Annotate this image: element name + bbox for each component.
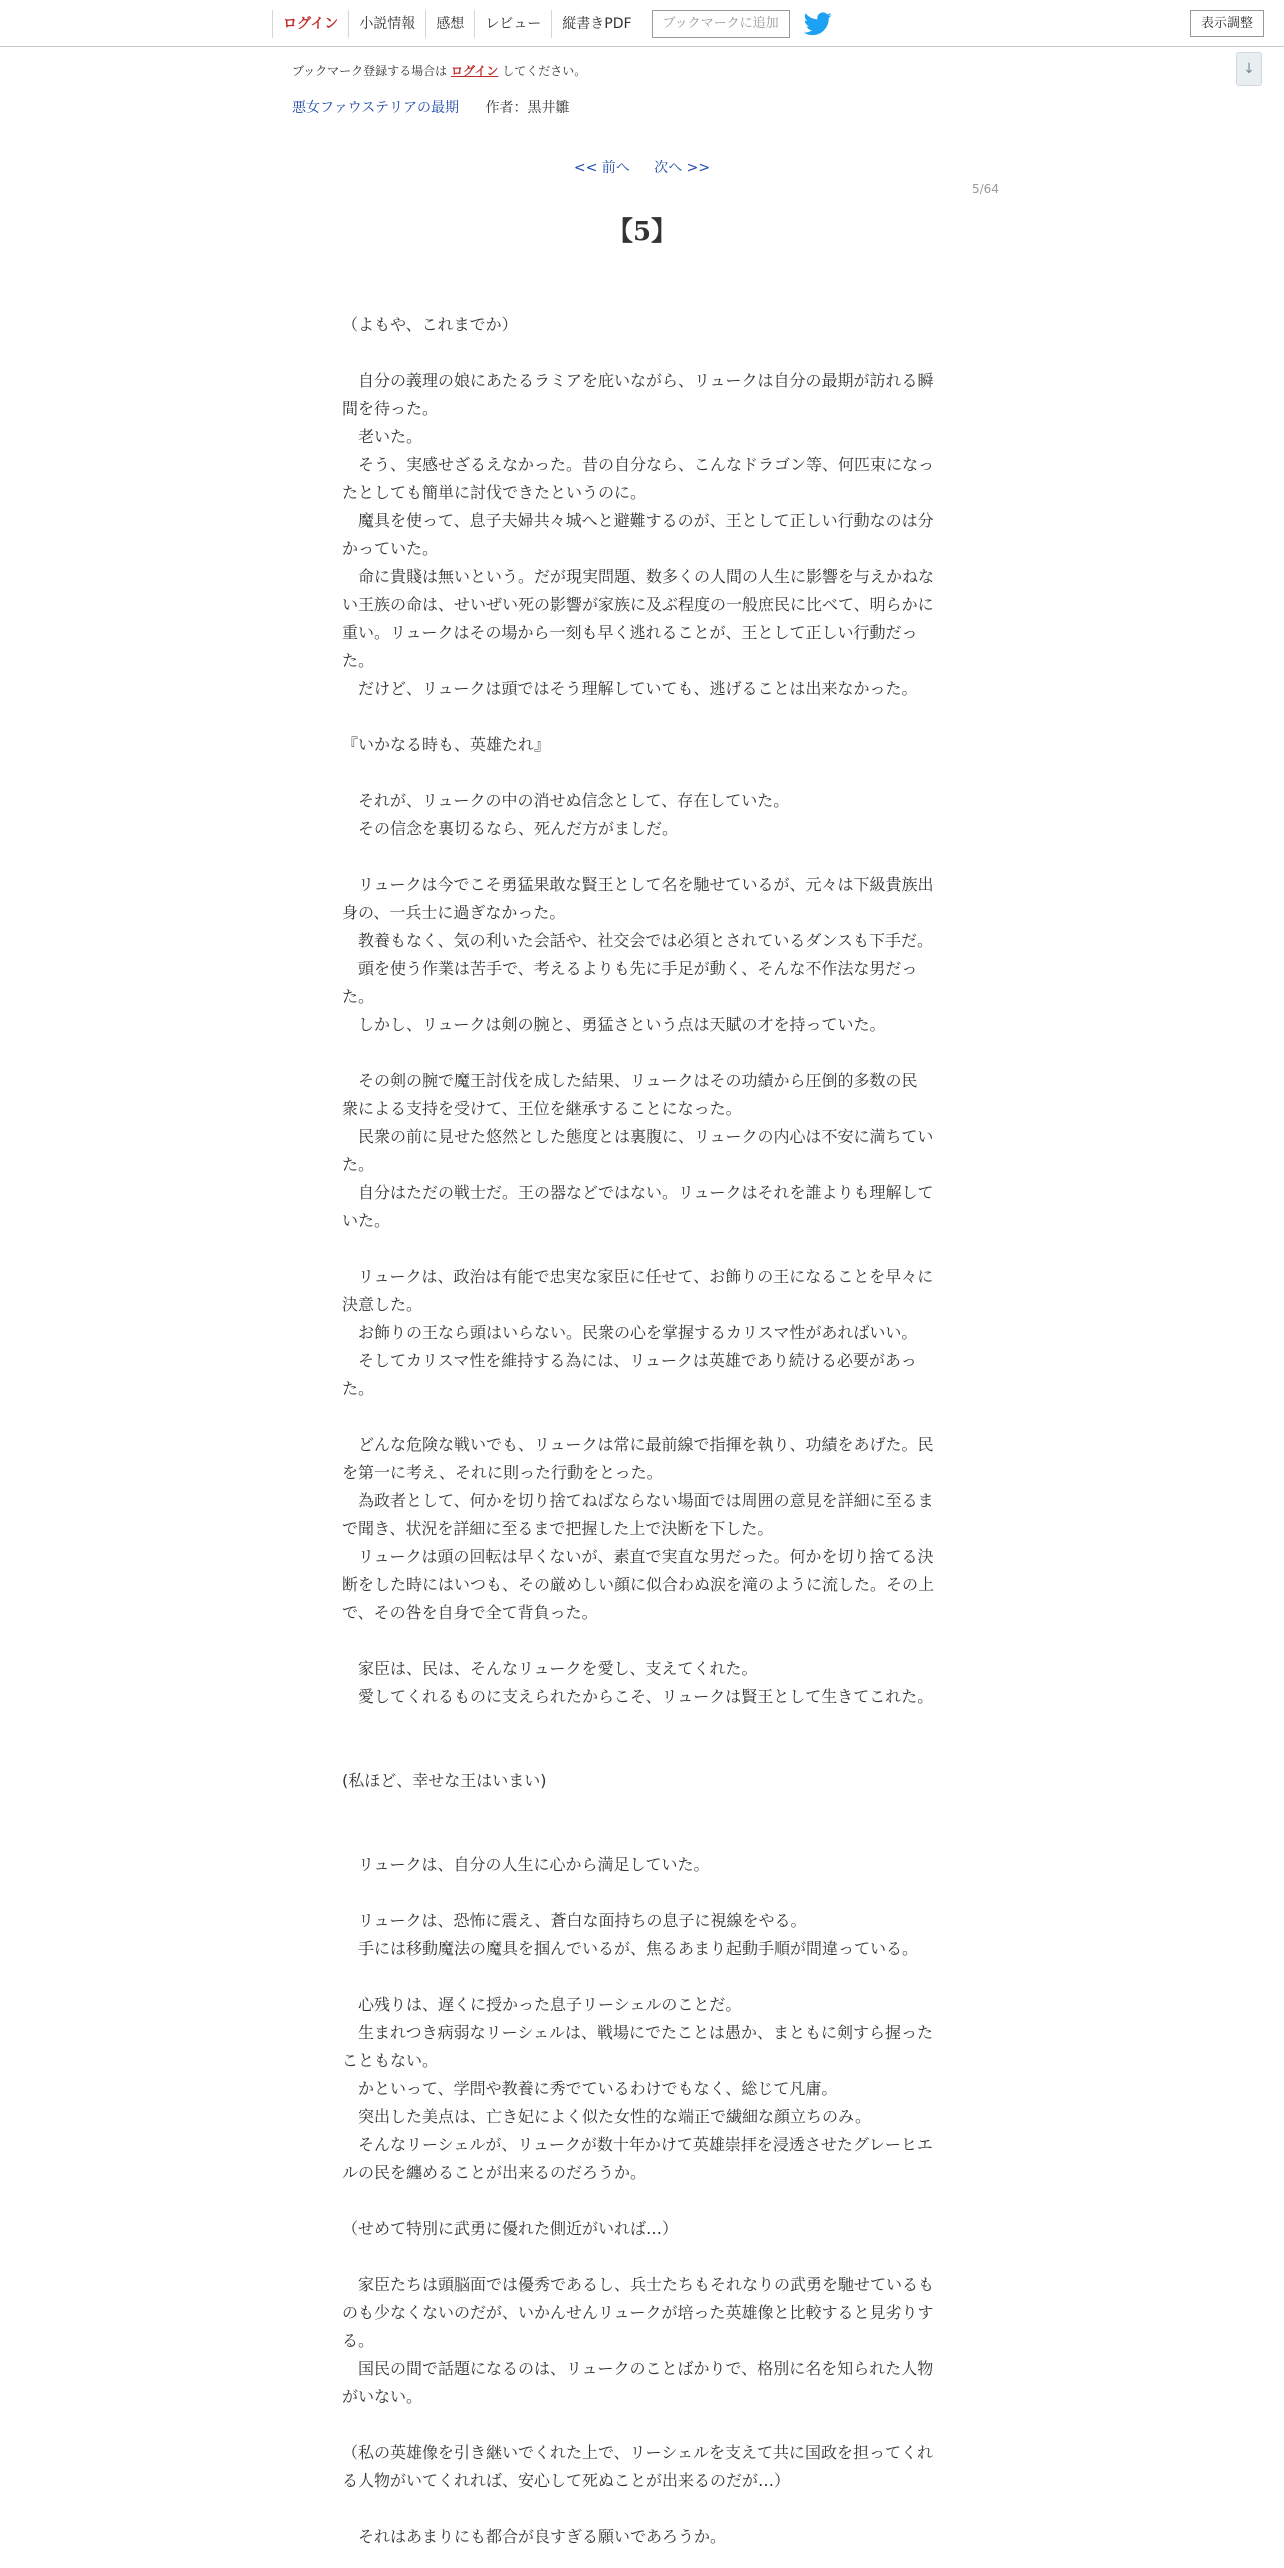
body-line bbox=[342, 2411, 942, 2439]
body-line: 衆による支持を受けて、王位を継承することになった。 bbox=[342, 1099, 742, 1118]
body-line: 頭を使う作業は苦手で、考えるよりも先に手足が動く、そんな不作法な男だっ bbox=[342, 959, 918, 978]
body-line bbox=[342, 1963, 942, 1991]
body-line: た。 bbox=[342, 987, 375, 1006]
body-line: で聞き、状況を詳細に至るまで把握した上で決断を下した。 bbox=[342, 1519, 774, 1538]
next-chapter-link[interactable]: 次へ >> bbox=[654, 160, 711, 176]
chapter-title: 【5】 bbox=[606, 217, 678, 247]
scroll-down-button[interactable] bbox=[1236, 52, 1262, 86]
login-note bbox=[292, 62, 586, 79]
body-line: リュークは、政治は有能で忠実な家臣に任せて、お飾りの王になることを早々に bbox=[342, 1267, 934, 1286]
body-line bbox=[342, 703, 942, 731]
body-line: こともない。 bbox=[342, 2051, 439, 2070]
body-line: い王族の命は、せいぜい死の影響が家族に及ぶ程度の一般庶民に比べて、明らかに bbox=[342, 595, 934, 614]
body-line bbox=[342, 1879, 942, 1907]
body-line: そしてカリスマ性を維持する為には、リュークは英雄であり続ける必要があっ bbox=[342, 1351, 917, 1370]
body-line: 為政者として、何かを切り捨てねばならない場面では周囲の意見を詳細に至るま bbox=[342, 1491, 934, 1510]
body-line: で、その咎を自身で全て背負った。 bbox=[342, 1603, 598, 1622]
body-line bbox=[342, 1039, 942, 1067]
body-line: 自分はただの戦士だ。王の器などではない。リュークはそれを誰よりも理解して bbox=[342, 1183, 934, 1202]
arrow-down-icon: ↓ bbox=[1243, 61, 1255, 77]
main-nav bbox=[272, 8, 832, 40]
author-name: 作者：黒井雛 bbox=[485, 100, 570, 116]
body-line: （せめて特別に武勇に優れた側近がいれば…） bbox=[342, 2219, 679, 2238]
body-line: かといって、学問や教養に秀でているわけでもなく、総じて凡庸。 bbox=[342, 2079, 838, 2098]
body-line: 手には移動魔法の魔具を掴んでいるが、焦るあまり起動手順が間違っている。 bbox=[342, 1939, 919, 1958]
body-line bbox=[342, 1235, 942, 1263]
body-line: リュークは、恐怖に震え、蒼白な面持ちの息子に視線をやる。 bbox=[342, 1911, 807, 1930]
page-count: 5/64 bbox=[972, 182, 999, 196]
body-line: 愛してくれるものに支えられたからこそ、リュークは賢王として生きてこれた。 bbox=[342, 1687, 934, 1706]
body-line: 断をした時にはいつも、その厳めしい顔に似合わぬ涙を滝のように流した。その上 bbox=[342, 1575, 935, 1594]
body-line: 決意した。 bbox=[342, 1295, 423, 1314]
body-line: 教養もなく、気の利いた会話や、社交会では必須とされているダンスも下手だ。 bbox=[342, 931, 934, 950]
body-line bbox=[342, 2243, 942, 2271]
body-line: のも少なくないのだが、いかんせんリュークが培った英雄像と比較すると見劣りす bbox=[342, 2303, 934, 2322]
novel-title-link[interactable]: 悪女ファウステリアの最期 bbox=[292, 100, 460, 116]
body-line: 命に貴賤は無いという。だが現実問題、数多くの人間の人生に影響を与えかねな bbox=[342, 567, 935, 586]
body-line bbox=[342, 1403, 942, 1431]
body-line: その剣の腕で魔王討伐を成した結果、リュークはその功績から圧倒的多数の民 bbox=[342, 1071, 918, 1090]
twitter-bird-icon[interactable] bbox=[804, 12, 832, 36]
body-line: 心残りは、遅くに授かった息子リーシェルのことだ。 bbox=[342, 1995, 742, 2014]
body-line: たとしても簡単に討伐できたというのに。 bbox=[342, 483, 647, 502]
body-line: 家臣たちは頭脳面では優秀であるし、兵士たちもそれなりの武勇を馳せているも bbox=[342, 2275, 935, 2294]
body-line: (私ほど、幸せな王はいまい) bbox=[342, 1771, 547, 1790]
body-line bbox=[342, 2495, 942, 2523]
body-line bbox=[342, 843, 942, 871]
body-line bbox=[342, 2187, 942, 2215]
body-line: （私の英雄像を引き継いでくれた上で、リーシェルを支えて共に国政を担ってくれ bbox=[342, 2443, 934, 2462]
body-line: 魔具を使って、息子夫婦共々城へと避難するのが、王として正しい行動なのは分 bbox=[342, 511, 934, 530]
body-line bbox=[342, 1739, 942, 1767]
body-line: しかし、リュークは剣の腕と、勇猛さという点は天賦の才を持っていた。 bbox=[342, 1015, 886, 1034]
body-line: 民衆の前に見せた悠然とした態度とは裏腹に、リュークの内心は不安に満ちてい bbox=[342, 1127, 934, 1146]
body-line: リュークは今でこそ勇猛果敢な賢王として名を馳せているが、元々は下級貴族出 bbox=[342, 875, 934, 894]
body-line: そう、実感せざるえなかった。昔の自分なら、こんなドラゴン等、何匹束になっ bbox=[342, 455, 935, 474]
body-line: ルの民を纏めることが出来るのだろうか。 bbox=[342, 2163, 647, 2182]
body-line bbox=[342, 1711, 942, 1739]
nav-impressions[interactable]: 感想 bbox=[425, 10, 474, 38]
bookmark-add-button[interactable]: ブックマークに追加 bbox=[652, 10, 790, 38]
body-line: 家臣は、民は、そんなリュークを愛し、支えてくれた。 bbox=[342, 1659, 758, 1678]
chapter-body bbox=[342, 311, 942, 2551]
body-line: 突出した美点は、亡き妃によく似た女性的な端正で繊細な顔立ちのみ。 bbox=[342, 2107, 871, 2126]
chapter-pager bbox=[0, 157, 1284, 177]
body-line: リュークは、自分の人生に心から満足していた。 bbox=[342, 1855, 710, 1874]
body-line: る。 bbox=[342, 2331, 375, 2350]
body-line: た。 bbox=[342, 1155, 375, 1174]
body-line: それが、リュークの中の消せぬ信念として、存在していた。 bbox=[342, 791, 790, 810]
body-line: 重い。リュークはその場から一刻も早く逃れることが、王として正しい行動だっ bbox=[342, 623, 918, 642]
body-line: 『いかなる時も、英雄たれ』 bbox=[342, 735, 551, 754]
nav-vertical-pdf[interactable]: 縦書きPDF bbox=[551, 10, 641, 38]
body-line bbox=[342, 759, 942, 787]
body-line: がいない。 bbox=[342, 2387, 423, 2406]
body-line bbox=[342, 1823, 942, 1851]
body-line: どんな危険な戦いでも、リュークは常に最前線で指揮を執り、功績をあげた。民 bbox=[342, 1435, 934, 1454]
display-settings-button[interactable]: 表示調整 bbox=[1190, 10, 1264, 37]
body-line: それはあまりにも都合が良すぎる願いであろうか。 bbox=[342, 2527, 727, 2546]
novel-info bbox=[292, 97, 569, 117]
body-line: お飾りの王なら頭はいらない。民衆の心を掌握するカリスマ性があればいい。 bbox=[342, 1323, 918, 1342]
top-header bbox=[0, 0, 1284, 47]
body-line: た。 bbox=[342, 651, 375, 670]
body-line: その信念を裏切るなら、死んだ方がましだ。 bbox=[342, 819, 679, 838]
nav-login[interactable]: ログイン bbox=[272, 10, 348, 38]
body-line: （よもや、これまでか） bbox=[342, 315, 518, 334]
body-line bbox=[342, 1627, 942, 1655]
body-line: そんなリーシェルが、リュークが数十年かけて英雄崇拝を浸透させたグレーヒエ bbox=[342, 2135, 933, 2154]
body-line: を第一に考え、それに則った行動をとった。 bbox=[342, 1463, 663, 1482]
login-note-suffix: してください。 bbox=[502, 64, 587, 78]
body-line: リュークは頭の回転は早くないが、素直で実直な男だった。何かを切り捨てる決 bbox=[342, 1547, 934, 1566]
body-line: いた。 bbox=[342, 1211, 391, 1230]
login-note-link[interactable]: ログイン bbox=[451, 64, 499, 78]
body-line: だけど、リュークは頭ではそう理解していても、逃げることは出来なかった。 bbox=[342, 679, 918, 698]
prev-chapter-link[interactable]: << 前へ bbox=[573, 160, 630, 176]
login-note-prefix: ブックマーク登録する場合は bbox=[292, 64, 448, 78]
body-line: かっていた。 bbox=[342, 539, 439, 558]
body-line bbox=[342, 1795, 942, 1823]
nav-review[interactable]: レビュー bbox=[474, 10, 551, 38]
body-line bbox=[342, 339, 942, 367]
nav-novel-info[interactable]: 小説情報 bbox=[348, 10, 425, 38]
body-line: 身の、一兵士に過ぎなかった。 bbox=[342, 903, 566, 922]
body-line: た。 bbox=[342, 1379, 375, 1398]
body-line: 生まれつき病弱なリーシェルは、戦場にでたことは愚か、まともに剣すら握った bbox=[342, 2023, 934, 2042]
body-line: 老いた。 bbox=[342, 427, 423, 446]
body-line: 間を待った。 bbox=[342, 399, 439, 418]
body-line: 国民の間で話題になるのは、リュークのことばかりで、格別に名を知られた人物 bbox=[342, 2359, 934, 2378]
body-line: 自分の義理の娘にあたるラミアを庇いながら、リュークは自分の最期が訪れる瞬 bbox=[342, 371, 934, 390]
body-line: る人物がいてくれれば、安心して死ぬことが出来るのだが…） bbox=[342, 2471, 791, 2490]
